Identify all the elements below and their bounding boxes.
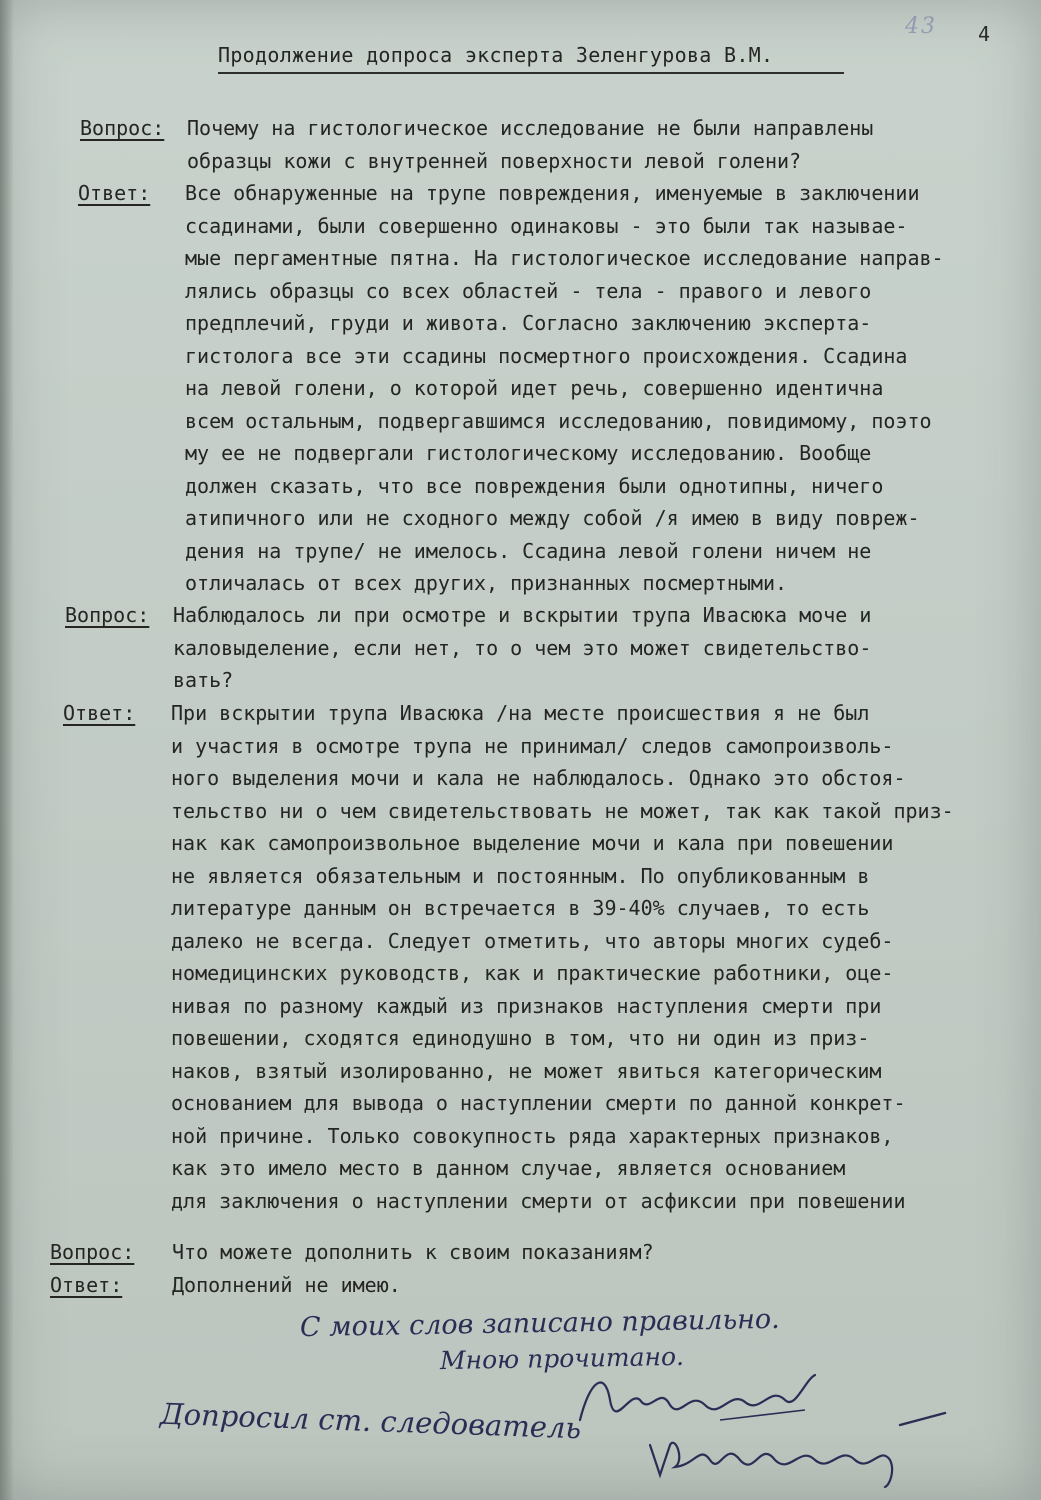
text-line: Наблюдалось ли при осмотре и вскрытии трупа Ивасюка моче и (173, 603, 872, 627)
text-line: для заключения о наступлении смерти от асфиксии при повешении (171, 1188, 906, 1213)
text-line: каловыделение, если нет, то о чем это может свидетельство- (173, 635, 872, 660)
text-line: тельство ни о чем свидетельствовать не может, так как такой приз- (171, 798, 954, 823)
answer-label: Ответ: (78, 181, 151, 205)
text-line: отличалась от всех других, признанных посмертными. (185, 571, 788, 595)
answer-label: Ответ: (63, 701, 136, 725)
text-line: и участия в осмотре трупа не принимал/ следов самопроизволь- (171, 733, 894, 758)
text-line: ной причине. Только совокупность ряда характерных признаков, (171, 1123, 894, 1148)
text-line: дения на трупе/ не имелось. Ссадина левой голени ничем не (185, 538, 872, 563)
text-line: гистолога все эти ссадины посмертного происхождения. Ссадина (185, 343, 908, 368)
text-line: Что можете дополнить к своим показаниям? (172, 1240, 654, 1264)
question-text (187, 112, 873, 177)
text-line: далеко не всегда. Следует отметить, что авторы многих судеб- (171, 928, 894, 953)
document-header: Продолжение допроса эксперта Зеленгурова В.М. (218, 42, 844, 74)
text-line: Все обнаруженные на трупе повреждения, именуемые в заключении (185, 181, 920, 205)
archive-mark: 43 (905, 14, 937, 39)
text-line: предплечий, груди и живота. Согласно заключению эксперта- (185, 311, 872, 335)
text-line: на левой голени, о которой идет речь, совершенно идентична (185, 376, 884, 400)
text-line: всем остальным, подвергавшимся исследованию, повидимому, поэто (185, 408, 932, 433)
handwritten-investigator-line: Допросил ст. следователь (159, 1396, 582, 1446)
text-line: основанием для вывода о наступлении смерти по данной конкрет- (171, 1091, 906, 1115)
answer-text (171, 697, 954, 1217)
page-number: 4 (978, 22, 991, 46)
question-label: Вопрос: (50, 1240, 135, 1264)
text-line: атипичного или не сходного между собой /я имею в виду повреж- (185, 506, 920, 530)
question-text (173, 599, 871, 697)
text-line: Почему на гистологическое исследование не были направлены (187, 116, 874, 140)
text-line: вать? (173, 668, 234, 692)
answer-label: Ответ: (50, 1273, 123, 1297)
text-line: лялись образцы со всех областей - тела - правого и левого (185, 278, 872, 303)
text-line: му ее не подвергали гистологическому исследованию. Вообще (185, 441, 872, 465)
text-line: наков, взятый изолированно, не может явиться категорическим (171, 1058, 882, 1083)
text-line: При вскрытии трупа Ивасюка /на месте происшествия я не был (171, 701, 870, 725)
text-line: нивая по разному каждый из признаков наступления смерти при (171, 993, 882, 1018)
question-label: Вопрос: (65, 603, 150, 627)
answer-text (185, 177, 944, 600)
question-label: Вопрос: (80, 116, 165, 140)
text-line: литературе данным он встречается в 39-40% случаев, то есть (171, 896, 870, 920)
text-line: должен сказать, что все повреждения были однотипны, ничего (185, 473, 884, 498)
text-line: ссадинами, были совершенно одинаковы - это были так называе- (185, 213, 908, 238)
text-line: мые пергаментные пятна. На гистологическое исследование направ- (185, 246, 944, 270)
handwritten-note-correct: С моих слов записано правильно. (299, 1303, 781, 1344)
text-line: повешении, сходятся единодушно в том, что ни один из приз- (171, 1026, 870, 1050)
handwritten-note-read: Мною прочитано. (439, 1341, 685, 1376)
answer-text (172, 1269, 401, 1302)
question-text (172, 1236, 654, 1269)
text-line: номедицинских руководств, как и практические работники, оце- (171, 961, 894, 985)
text-line: не является обязательным и постоянным. По опубликованным в (171, 863, 870, 888)
investigator-signature (645, 1405, 955, 1490)
text-line: нак как самопроизвольное выделение мочи и кала при повешении (171, 831, 894, 855)
text-line: как это имело место в данном случае, является основанием (171, 1156, 846, 1180)
text-line: Дополнений не имею. (172, 1273, 401, 1297)
text-line: ного выделения мочи и кала не наблюдалось. Однако это обстоя- (171, 766, 906, 790)
text-line: образцы кожи с внутренней поверхности левой голени? (187, 148, 802, 173)
